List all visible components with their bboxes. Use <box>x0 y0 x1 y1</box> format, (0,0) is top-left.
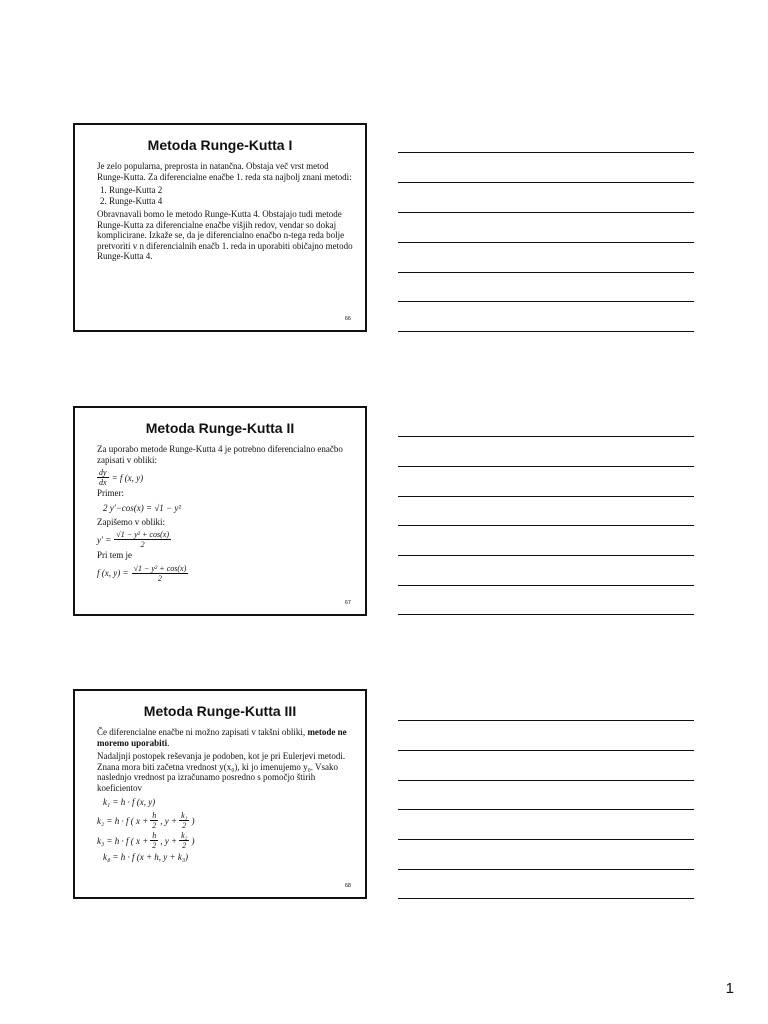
note-line <box>398 466 694 467</box>
note-line <box>398 809 694 810</box>
numerator: k₁ <box>181 811 188 820</box>
equation-k2 <box>97 811 357 830</box>
equation-f <box>97 564 357 583</box>
slide-number: 68 <box>344 883 351 889</box>
equation-part: k₂ = h · f ( x + <box>97 815 149 826</box>
note-line <box>398 212 694 213</box>
fraction <box>150 811 158 830</box>
denominator: 2 <box>182 821 187 830</box>
fraction <box>150 831 158 850</box>
denominator: 2 <box>157 573 162 583</box>
equation-part: ) <box>191 815 195 826</box>
denominator: 2 <box>140 540 145 549</box>
fraction <box>179 831 189 850</box>
note-line <box>398 301 694 302</box>
list-item: 1. Runge-Kutta 2 <box>109 185 357 196</box>
equation-k1: k₁ = h · f (x, y) <box>103 797 156 807</box>
slide-number: 67 <box>344 600 351 606</box>
equation-part: , y + <box>160 835 178 846</box>
note-line <box>398 839 694 840</box>
note-line <box>398 750 694 751</box>
equation-part: k₃ = h · f ( x + <box>97 835 149 846</box>
numerator: k₂ <box>181 831 188 840</box>
slide-1 <box>73 123 367 332</box>
note-line <box>398 242 694 243</box>
note-line <box>398 152 694 153</box>
text: Če diferencialne enačbe ni možno zapisati v takšni obliki, <box>97 727 308 737</box>
fraction <box>179 811 189 830</box>
paragraph: Obravnavali bomo le metodo Runge-Kutta 4. Obstajajo tudi metode Runge-Kutta za diferencialne enačbe višjih redov, vendar so dokaj komplicirane. Izkaže se, da je diferencialno enačbo n-tega reda bolje pretvoriti v n diferencialnih enačb 1. reda in uporabiti običajno metodo Runge-Kutta 4. <box>97 209 353 261</box>
note-line <box>398 898 694 899</box>
slide-body <box>97 727 357 866</box>
note-line <box>398 436 694 437</box>
equation-part: , y + <box>160 815 178 826</box>
denominator: dx <box>99 478 107 487</box>
paragraph <box>97 727 357 748</box>
text: . <box>167 737 170 748</box>
equation-lhs: f (x, y) = <box>97 568 129 578</box>
denominator: 2 <box>182 841 187 850</box>
slide-2 <box>73 406 367 616</box>
label: Pri tem je <box>97 550 132 560</box>
list-item: 2. Runge-Kutta 4 <box>109 196 357 207</box>
slide-3 <box>73 689 367 899</box>
label: Zapišemo v obliki: <box>97 516 165 527</box>
equation-rhs: = f (x, y) <box>111 472 144 483</box>
slide-title: Metoda Runge-Kutta III <box>143 703 297 719</box>
note-line <box>398 555 694 556</box>
paragraph: Za uporabo metode Runge-Kutta 4 je potrebno diferencialno enačbo zapisati v obliki: <box>97 444 343 465</box>
fraction <box>132 564 189 583</box>
slide-title: Metoda Runge-Kutta II <box>145 420 295 436</box>
equation-example: 2 y′−cos(x) = √1 − y² <box>103 502 182 513</box>
note-line <box>398 720 694 721</box>
note-line <box>398 331 694 332</box>
note-line <box>398 496 694 497</box>
fraction <box>97 468 109 487</box>
equation-lhs: y′ = <box>97 534 112 545</box>
note-line <box>398 869 694 870</box>
equation-rewritten <box>97 530 357 549</box>
denominator: 2 <box>152 841 157 850</box>
numerator: dy <box>99 468 107 477</box>
note-line <box>398 182 694 183</box>
bold-text: metode ne moremo uporabiti <box>97 727 347 748</box>
equation-part: ) <box>191 835 195 846</box>
paragraph: Je zelo popularna, preprosta in natančna. Obstaja več vrst metod Runge-Kutta. Za diferencialne enačbe 1. reda sta najbolj znani metodi: <box>97 161 352 182</box>
slide-number: 66 <box>344 316 351 322</box>
note-line <box>398 525 694 526</box>
note-line <box>398 585 694 586</box>
note-line <box>398 614 694 615</box>
paragraph: Nadaljnji postopek reševanja je podoben, kot je pri Eulerjevi metodi. Znana mora biti začetna vrednost y(x₀), ki jo imenujemo y₀. Vsako naslednjo vrednost pa izračunamo posredno s pomočjo štirih koeficientov <box>97 751 346 793</box>
equation-dydx <box>97 468 357 487</box>
page-number: 1 <box>725 980 734 997</box>
numerator: h <box>152 831 157 840</box>
note-line <box>398 272 694 273</box>
equation-k4: k₄ = h · f (x + h, y + k₃) <box>103 852 188 862</box>
fraction <box>114 530 171 549</box>
slide-title: Metoda Runge-Kutta I <box>147 137 293 153</box>
slide-body <box>97 161 357 265</box>
denominator: 2 <box>152 821 157 830</box>
equation-k3 <box>97 831 357 850</box>
note-line <box>398 780 694 781</box>
method-list <box>97 185 357 206</box>
numerator: √1 − y² + cos(x) <box>116 530 169 539</box>
slide-body <box>97 444 357 584</box>
numerator: √1 − y² + cos(x) <box>133 563 187 573</box>
label: Primer: <box>97 488 124 498</box>
numerator: h <box>152 811 157 820</box>
